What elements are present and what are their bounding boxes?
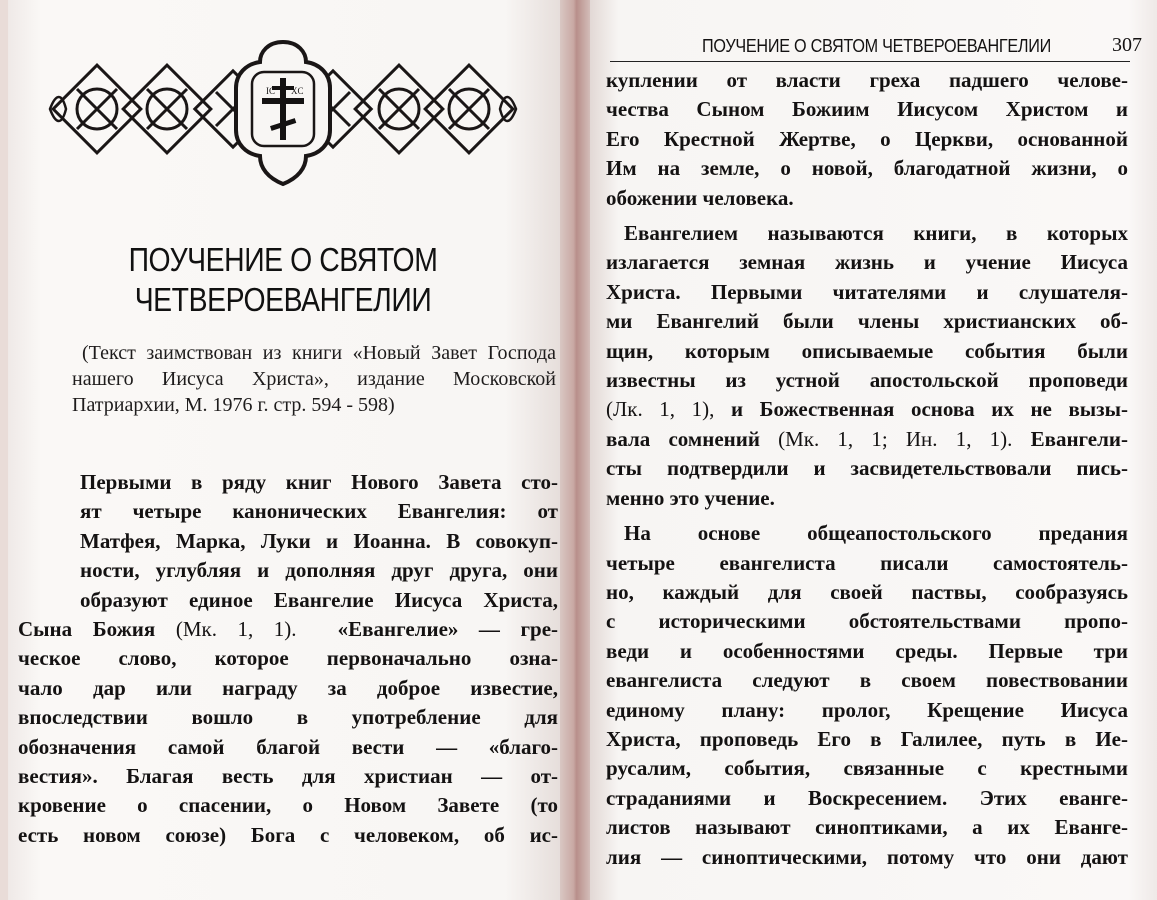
text-line: Его Крестной Жертве, о Церкви, основанной [606, 126, 1128, 151]
text-line: На основе общеапостольского предания [624, 521, 1128, 546]
text-line: Христа, проповедь Его в Галилее, путь в Ие- [606, 726, 1128, 751]
text-line: менно это учение. [606, 485, 775, 510]
text-line: образуют единое Евангелие Иисуса Христа, [80, 587, 558, 612]
text-line: куплении от власти греха падшего челове- [606, 68, 1128, 92]
scripture-reference: (Лк. 1, 1), [606, 397, 715, 422]
ornamental-headpiece [48, 38, 518, 188]
left-page [8, 0, 560, 900]
monogram-ic: IC [266, 86, 275, 96]
text-line: обозначения самой благой вести — «благо- [18, 734, 558, 759]
running-title: ПОУЧЕНИЕ О СВЯТОМ ЧЕТВЕРОЕВАНГЕЛИИ [702, 36, 1052, 56]
text-line: ят четыре канонических Евангелия: от [80, 499, 558, 524]
text-line: русалим, события, связанные с крестными [606, 756, 1128, 781]
text-line: Матфея, Марка, Луки и Иоанна. В совокуп- [80, 528, 558, 553]
chapter-title-line2: ЧЕТВЕРОЕВАНГЕЛИИ [134, 281, 432, 318]
text-line: есть новом союзе) Бога с человеком, об ис- [18, 822, 558, 847]
text-line: излагается земная жизнь и учение Иисуса [606, 250, 1128, 275]
running-header [610, 34, 1142, 62]
text-line: Им на земле, о новой, благодатной жизни, о [606, 156, 1128, 181]
text-line: Христа. Первыми читателями и слушателя- [606, 279, 1128, 304]
text-line: Первыми в ряду книг Нового Завета сто- [80, 470, 558, 494]
text-line: единому плану: пролог, Крещение Иисуса [606, 697, 1128, 722]
text-line: кровение о спасении, о Новом Завете (то [18, 793, 558, 818]
chapter-title [81, 240, 485, 320]
text-line: известны из устной апостольской проповеди [606, 368, 1128, 393]
right-page [590, 0, 1157, 900]
source-note: (Текст заимствован из книги «Новый Завет Господа нашего Иисуса Христа», издание Московской Патриархии, М. 1976 г. стр. 594 - 598) [72, 342, 556, 416]
text-line: веди и особенностями среды. Первые три [606, 638, 1128, 663]
text-line: чало дар или награду за доброе известие, [18, 675, 558, 700]
monogram-xc: XC [291, 86, 304, 96]
chapter-title-line1: ПОУЧЕНИЕ О СВЯТОМ [128, 241, 438, 278]
scripture-reference: (Мк. 1, 1). [175, 617, 297, 642]
text-line: ми Евангелий были члены христианских об- [606, 309, 1128, 334]
text-line: с историческими обстоятельствами пропо- [606, 609, 1128, 634]
right-page-body [606, 66, 1128, 872]
text-line: вестия». Благая весть для христиан — от- [18, 764, 558, 789]
text-line: но, каждый для своей паствы, сообразуясь [606, 579, 1128, 604]
page-number: 307 [1112, 34, 1142, 56]
text-line: евангелиста следуют в своем повествовании [606, 668, 1128, 693]
lattice-block-right-inner [355, 65, 443, 153]
text-line: (Лк. 1, 1), и Божественная основа их не вызы- [606, 397, 1129, 422]
text-line: впоследствии вошло в употребление для [18, 705, 558, 730]
text-line: четыре евангелиста писали самостоятель- [606, 550, 1128, 575]
text-line: страданиями и Воскресением. Этих еванге- [606, 785, 1128, 810]
text-line: обожении человека. [606, 185, 794, 210]
text-line: сты подтвердили и засвидетельствовали пись- [606, 456, 1128, 481]
text-line: ности, углубляя и дополняя друг друга, они [80, 558, 558, 583]
text-line: листов называют синоптиками, а их Еванге- [606, 815, 1128, 840]
lattice-block-left-inner [123, 65, 211, 153]
text-line: щин, которым описываемые события были [606, 338, 1128, 363]
text-line: ческое слово, которое первоначально озна- [18, 646, 558, 671]
left-page-body [18, 468, 559, 850]
text-line: чества Сыном Божиим Иисусом Христом и [606, 97, 1128, 122]
text-line: Евангелием называются книги, в которых [624, 221, 1128, 246]
scripture-reference: (Мк. 1, 1; Ин. 1, 1). [778, 426, 1013, 451]
text-line: лия — синоптическими, потому что они дают [606, 844, 1128, 869]
text-line: Сына Божия (Мк. 1, 1). «Евангелие» — гре- [18, 617, 559, 642]
text-line: вала сомнений (Мк. 1, 1; Ин. 1, 1). Евангели- [606, 426, 1128, 451]
book-gutter [560, 0, 590, 900]
